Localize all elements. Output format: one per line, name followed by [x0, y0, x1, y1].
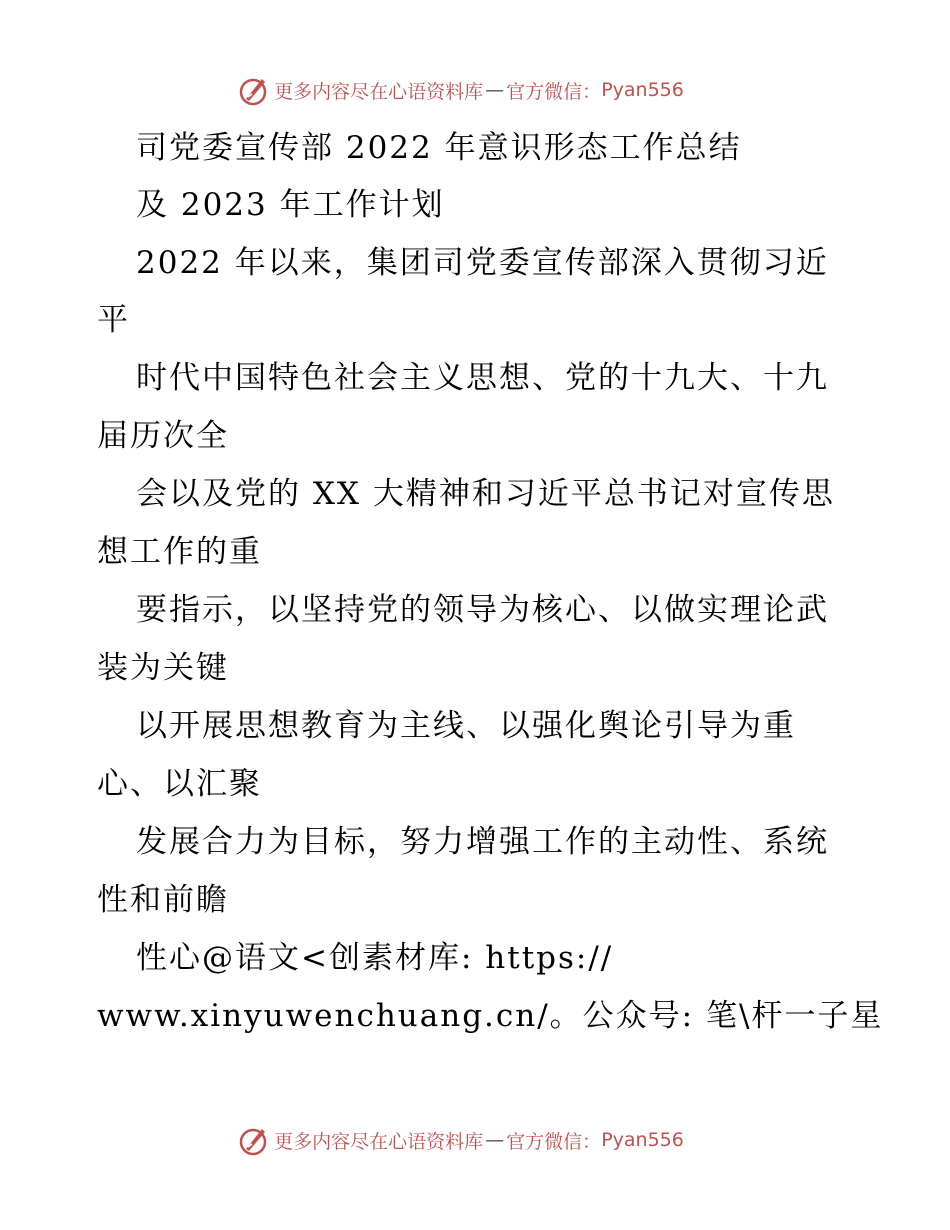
body-line: 心、以汇聚 — [97, 766, 262, 802]
watermark-main-text: 更多内容尽在心语资料库 — [274, 80, 484, 103]
body-line: 发展合力为目标，努力增强工作的主动性、系统 — [136, 824, 829, 860]
watermark-handle: Pyan556 — [601, 1129, 684, 1151]
title-line-1: 司党委宣传部 2022 年意识形态工作总结 — [136, 130, 742, 166]
body-line: 性心@语文<创素材库: https:// — [136, 940, 614, 976]
watermark-label: 官方微信： — [506, 80, 602, 103]
watermark-separator: — — [485, 79, 505, 101]
body-line: 平 — [97, 302, 130, 338]
watermark-handle: Pyan556 — [601, 79, 684, 101]
body-line: 届历次全 — [97, 418, 229, 454]
body-line: 性和前瞻 — [97, 882, 229, 918]
header-watermark — [0, 70, 950, 110]
watermark-separator: — — [485, 1129, 505, 1151]
body-line: www.xinyuwenchuang.cn/。公众号: 笔\杆一子星 — [97, 998, 884, 1034]
watermark-main-text: 更多内容尽在心语资料库 — [274, 1130, 484, 1153]
title-line-2: 及 2023 年工作计划 — [136, 187, 445, 223]
body-line: 要指示，以坚持党的领导为核心、以做实理论武 — [136, 592, 829, 628]
body-line: 装为关键 — [97, 650, 229, 686]
watermark-label: 官方微信： — [506, 1130, 602, 1153]
body-line: 时代中国特色社会主义思想、党的十九大、十九 — [136, 360, 829, 396]
body-line: 2022 年以来，集团司党委宣传部深入贯彻习近 — [136, 245, 829, 281]
body-line: 以开展思想教育为主线、以强化舆论引导为重 — [136, 708, 796, 744]
quill-pen-logo-icon — [236, 1123, 270, 1157]
body-line: 想工作的重 — [97, 534, 262, 570]
body-line: 会以及党的 XX 大精神和习近平总书记对宣传思 — [136, 476, 835, 512]
quill-pen-logo-icon — [236, 73, 270, 107]
footer-watermark — [0, 1120, 950, 1160]
